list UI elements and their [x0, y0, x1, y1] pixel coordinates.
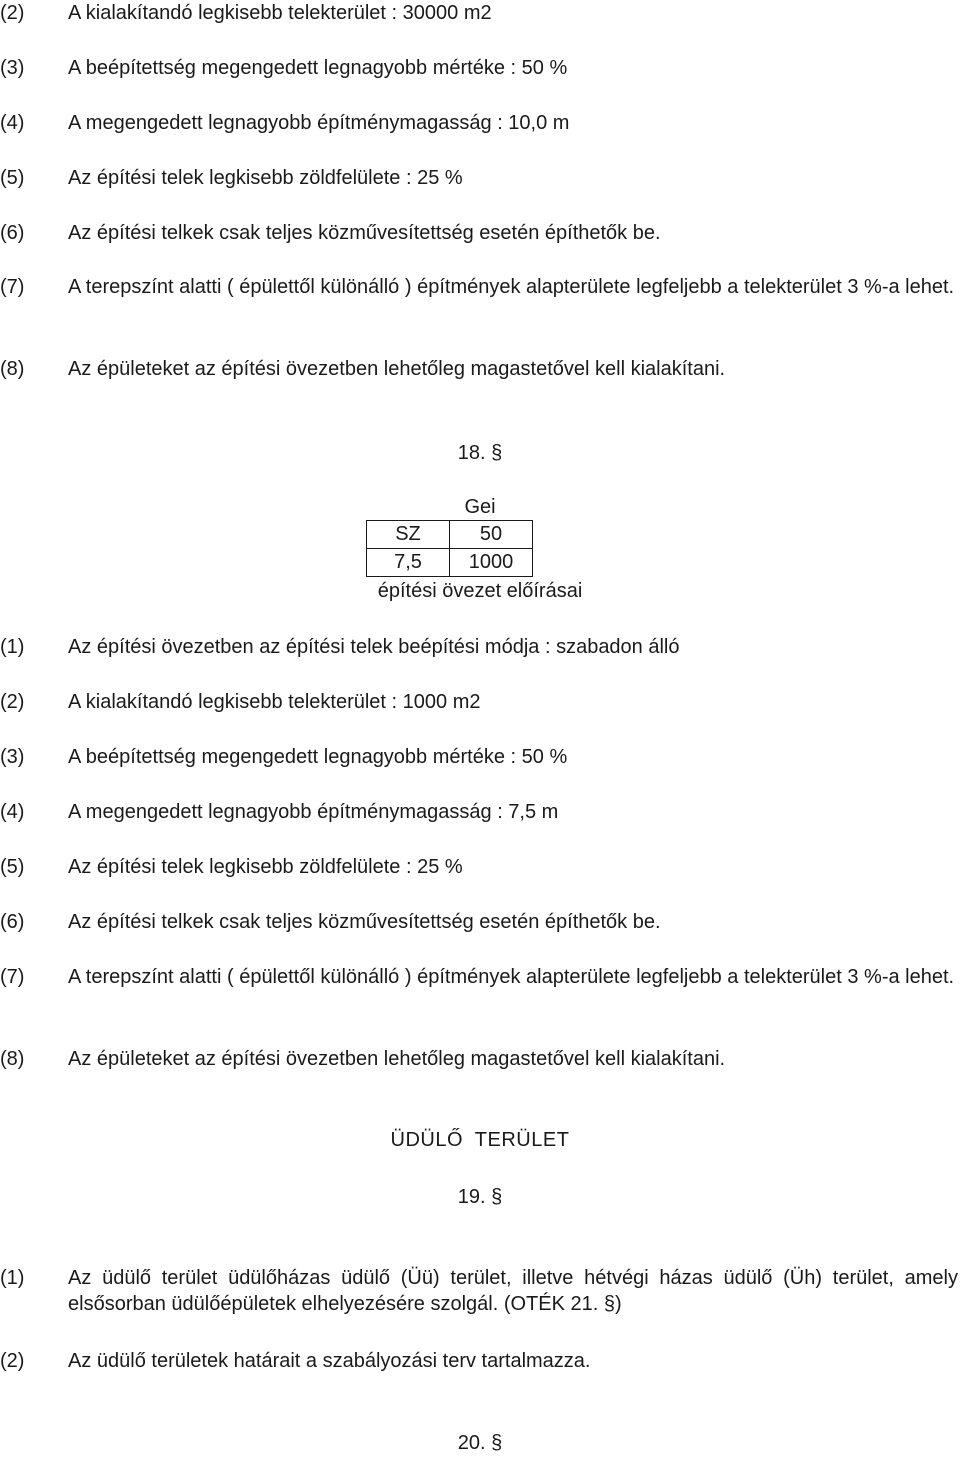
item-number: (3)	[0, 57, 25, 79]
item-text: Az építési telek legkisebb zöldfelülete : 25 %	[68, 856, 463, 878]
list-item	[0, 1265, 958, 1317]
item-text: Az építési telkek csak teljes közművesítettség esetén építhetők be.	[68, 911, 661, 933]
item-number: (8)	[0, 358, 25, 380]
item-number: (1)	[0, 1267, 25, 1289]
list-item	[0, 356, 958, 382]
list-item	[0, 689, 958, 715]
table-cell: 1000	[450, 549, 533, 577]
zone-table	[366, 520, 533, 577]
list-item	[0, 165, 958, 191]
list-item	[0, 964, 958, 990]
item-text: Az építési övezetben az építési telek beépítési módja : szabadon álló	[68, 636, 680, 658]
list-item	[0, 1348, 958, 1374]
list-item	[0, 0, 958, 26]
item-number: (2)	[0, 691, 25, 713]
item-text: Az építési telek legkisebb zöldfelülete : 25 %	[68, 167, 463, 189]
item-text: Az épületeket az építési övezetben lehetőleg magastetővel kell kialakítani.	[68, 358, 726, 380]
item-number: (2)	[0, 1350, 25, 1372]
item-number: (1)	[0, 636, 25, 658]
item-number: (7)	[0, 966, 25, 988]
item-text: Az építési telkek csak teljes közművesítettség esetén építhetők be.	[68, 222, 661, 244]
item-text: A beépítettség megengedett legnagyobb mértéke : 50 %	[68, 746, 568, 768]
item-number: (8)	[0, 1048, 25, 1070]
table-cell: 7,5	[367, 549, 450, 577]
zone-caption: építési övezet előírásai	[377, 580, 583, 602]
list-item	[0, 1046, 958, 1072]
item-number: (7)	[0, 276, 25, 298]
item-number: (5)	[0, 167, 25, 189]
item-number: (4)	[0, 112, 25, 134]
section-title: 20. §	[457, 1432, 503, 1454]
item-text: A beépítettség megengedett legnagyobb mértéke : 50 %	[68, 57, 568, 79]
table-cell: 50	[450, 521, 533, 549]
table-row	[367, 521, 533, 549]
item-number: (4)	[0, 801, 25, 823]
item-text: A megengedett legnagyobb építménymagasság : 10,0 m	[68, 112, 570, 134]
item-text: A terepszínt alatti ( épülettől különálló ) építmények alapterülete legfeljebb a telekterület 3 %-a lehet.	[68, 966, 955, 988]
list-item	[0, 634, 958, 660]
zone-code: Gei	[464, 496, 496, 518]
item-text: A terepszínt alatti ( épülettől különálló ) építmények alapterülete legfeljebb a telekterület 3 %-a lehet.	[68, 276, 955, 298]
item-number: (6)	[0, 222, 25, 244]
item-text: Az épületeket az építési övezetben lehetőleg magastetővel kell kialakítani.	[68, 1048, 726, 1070]
list-item	[0, 799, 958, 825]
section-title: 19. §	[457, 1186, 503, 1208]
heading-udulo-terulet: ÜDÜLŐ TERÜLET	[390, 1129, 570, 1151]
item-number: (6)	[0, 911, 25, 933]
list-item	[0, 274, 958, 300]
list-item	[0, 110, 958, 136]
item-number: (5)	[0, 856, 25, 878]
item-text: A kialakítandó legkisebb telekterület : 30000 m2	[68, 2, 492, 24]
item-number: (3)	[0, 746, 25, 768]
list-item	[0, 744, 958, 770]
list-item	[0, 854, 958, 880]
table-row	[367, 549, 533, 577]
item-text: Az üdülő területek határait a szabályozási terv tartalmazza.	[68, 1350, 591, 1372]
item-text: Az üdülő terület üdülőházas üdülő (Üü) terület, illetve hétvégi házas üdülő (Üh) terület, amely elsősorban üdülőépületek elhelyezésére szolgál. (OTÉK 21. §)	[68, 1267, 958, 1315]
item-text: A megengedett legnagyobb építménymagasság : 7,5 m	[68, 801, 559, 823]
list-item	[0, 220, 958, 246]
list-item	[0, 55, 958, 81]
table-cell: SZ	[367, 521, 450, 549]
item-text: A kialakítandó legkisebb telekterület : 1000 m2	[68, 691, 481, 713]
list-item	[0, 909, 958, 935]
item-number: (2)	[0, 2, 25, 24]
section-title: 18. §	[457, 442, 503, 464]
